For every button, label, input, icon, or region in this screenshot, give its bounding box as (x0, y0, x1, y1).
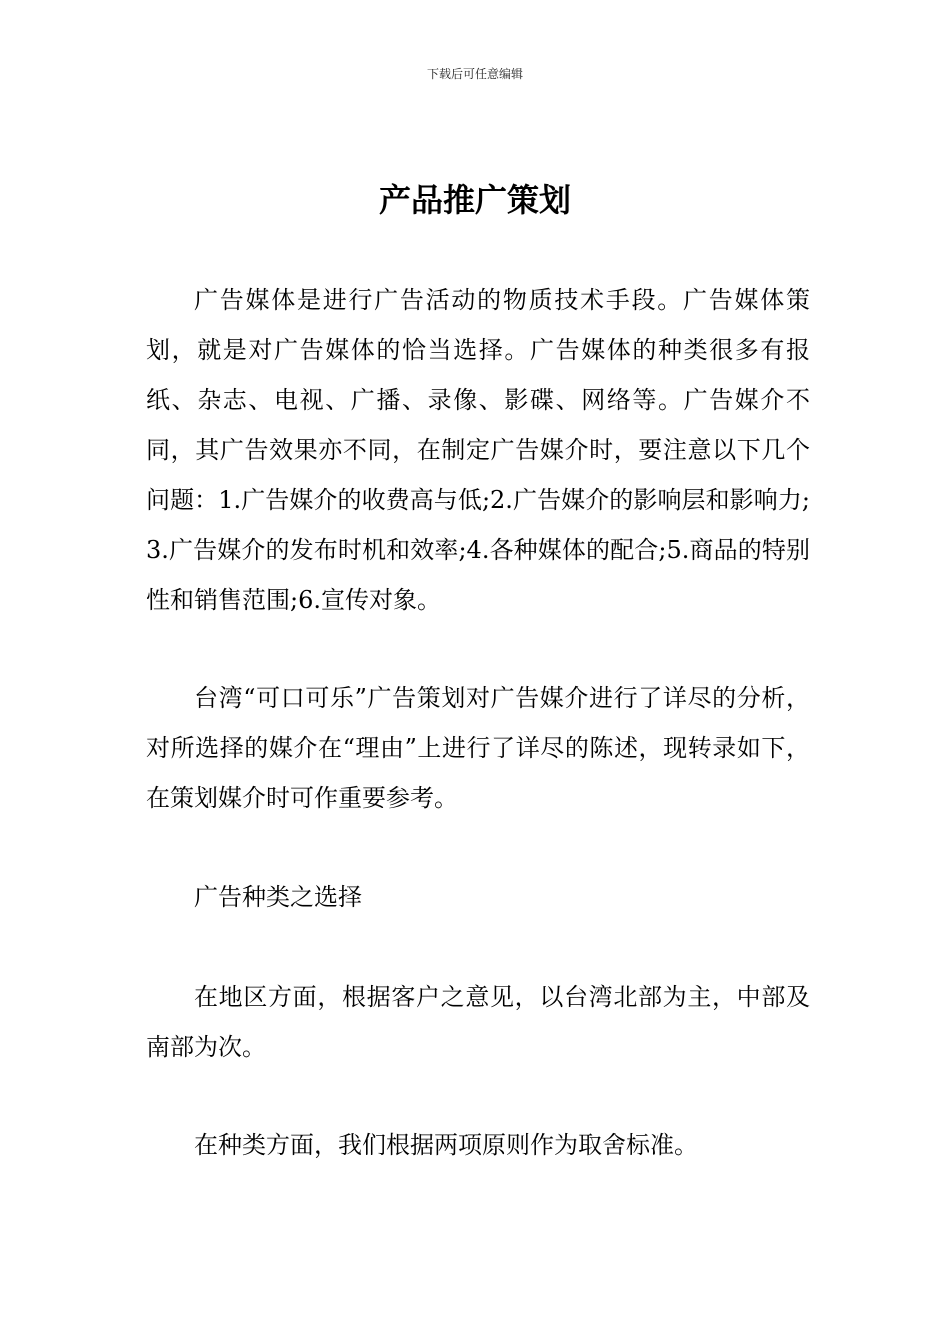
document-title: 产品推广策划 (378, 181, 571, 219)
paragraph-coca-cola-analysis: 台湾“可口可乐”广告策划对广告媒介进行了详尽的分析，对所选择的媒介在“理由”上进行了详尽的陈述，现转录如下，在策划媒介时可作重要参考。 (146, 684, 810, 812)
section-heading-ad-type-selection: 广告种类之选择 (194, 883, 362, 911)
paragraph-region: 在地区方面，根据客户之意见，以台湾北部为主，中部及南部为次。 (146, 983, 810, 1061)
header-note: 下载后可任意编辑 (426, 67, 523, 81)
paragraph-type-criteria: 在种类方面，我们根据两项原则作为取舍标准。 (194, 1131, 698, 1159)
paragraph-media-intro: 广告媒体是进行广告活动的物质技术手段。广告媒体策划，就是对广告媒体的恰当选择。广告媒体的种类很多有报纸、杂志、电视、广播、录像、影碟、网络等。广告媒介不同，其广告效果亦不同，在制定广告媒介时，要注意以下几个问题：1.广告媒介的收费高与低;2.广告媒介的影响层和影响力;3.广告媒介的发布时机和效率;4.各种媒体的配合;5.商品的特别性和销售范围;6.宣传对象。 (146, 286, 810, 614)
